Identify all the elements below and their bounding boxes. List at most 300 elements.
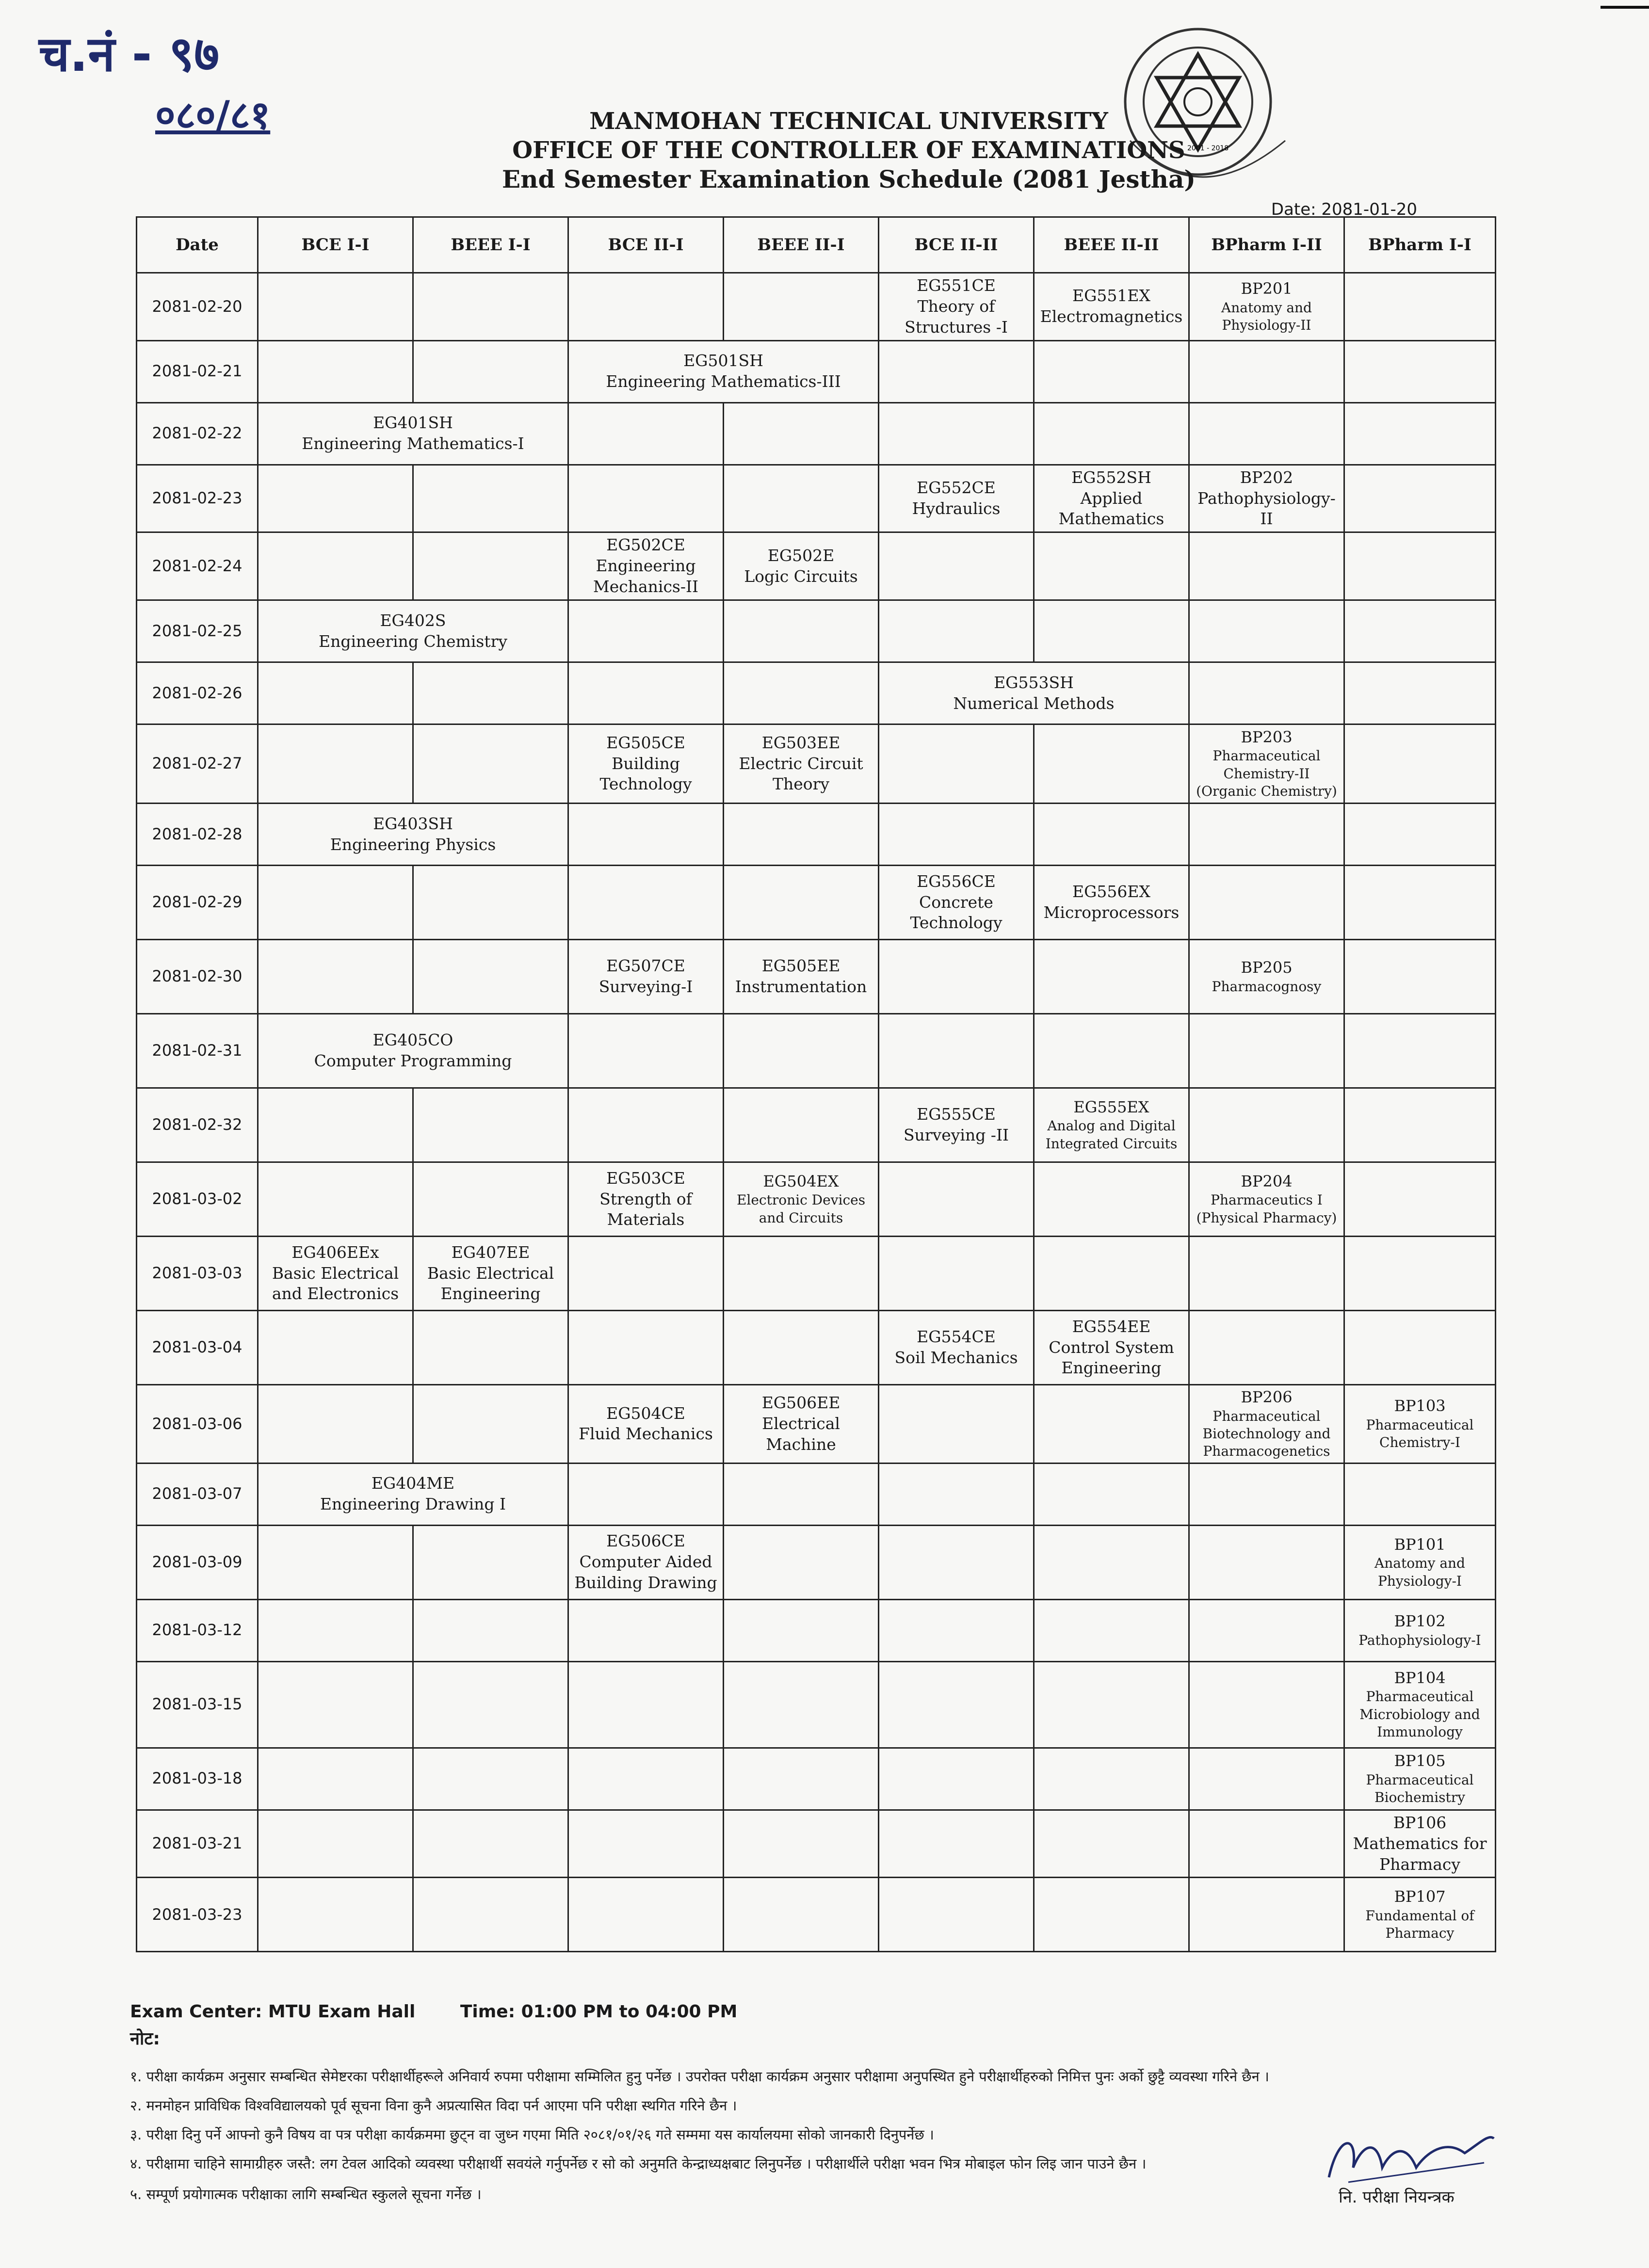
empty-cell xyxy=(568,273,724,341)
empty-cell xyxy=(1189,402,1344,465)
table-row xyxy=(137,465,1496,532)
exam-date-cell: 2081-02-24 xyxy=(137,532,258,600)
table-row xyxy=(137,662,1496,724)
empty-cell xyxy=(1034,1463,1189,1525)
subject-title: Fluid Mechanics xyxy=(579,1424,713,1444)
note-item: ४. परीक्षामा चाहिने सामाग्रीहरु जस्तै: लग टेवल आदिको व्यवस्था परीक्षार्थी सवयंले गर्नुपर्नेछ र सो को अनुमति केन्द्राध्यक्षबाट लिनुपर्नेछ । परीक्षार्थीले परीक्षा भवन भित्र मोबाइल फोन लिइ जान पाउने छैन । xyxy=(130,2155,1147,2172)
empty-cell xyxy=(568,1088,724,1162)
empty-cell xyxy=(1344,1162,1496,1237)
table-row xyxy=(137,1810,1496,1878)
empty-cell xyxy=(568,1237,724,1311)
exam-subject-cell xyxy=(879,273,1034,341)
table-row xyxy=(137,724,1496,804)
subject-title: Engineering Physics xyxy=(330,835,496,854)
schedule-title: End Semester Examination Schedule (2081 Jestha) xyxy=(501,165,1196,193)
exam-date-cell: 2081-03-21 xyxy=(137,1810,258,1878)
empty-cell xyxy=(413,1748,568,1810)
subject-title: Pharmaceutical Microbiology and Immunology xyxy=(1359,1689,1480,1740)
empty-cell xyxy=(879,1463,1034,1525)
empty-cell xyxy=(568,662,724,724)
empty-cell xyxy=(724,662,879,724)
empty-cell xyxy=(1344,1014,1496,1088)
empty-cell xyxy=(258,340,413,402)
empty-cell xyxy=(879,402,1034,465)
table-row xyxy=(137,1463,1496,1525)
empty-cell xyxy=(1189,866,1344,940)
subject-code: EG551CE xyxy=(917,276,996,295)
subject-title: Computer Programming xyxy=(314,1051,512,1071)
empty-cell xyxy=(724,402,879,465)
exam-date-cell: 2081-03-04 xyxy=(137,1311,258,1385)
exam-subject-cell xyxy=(568,1162,724,1237)
signature-label: नि. परीक्षा नियन्त्रक xyxy=(1339,2188,1455,2207)
exam-subject-cell xyxy=(1344,1599,1496,1661)
subject-title: Concrete Technology xyxy=(910,892,1002,933)
empty-cell xyxy=(1344,1088,1496,1162)
empty-cell xyxy=(258,1088,413,1162)
empty-cell xyxy=(879,1385,1034,1464)
empty-cell xyxy=(413,1311,568,1385)
empty-cell xyxy=(1344,273,1496,341)
empty-cell xyxy=(413,340,568,402)
subject-code: BP101 xyxy=(1394,1535,1446,1554)
subject-title: Applied Mathematics xyxy=(1058,488,1164,529)
exam-subject-cell xyxy=(258,804,568,866)
exam-subject-cell xyxy=(1034,866,1189,940)
empty-cell xyxy=(413,1385,568,1464)
empty-cell xyxy=(1344,1463,1496,1525)
empty-cell xyxy=(568,804,724,866)
exam-subject-cell xyxy=(258,1463,568,1525)
empty-cell xyxy=(258,724,413,804)
subject-title: Fundamental of Pharmacy xyxy=(1365,1907,1474,1942)
empty-cell xyxy=(413,866,568,940)
exam-subject-cell xyxy=(724,1385,879,1464)
empty-cell xyxy=(1344,866,1496,940)
subject-code: EG552CE xyxy=(917,478,996,498)
exam-date-cell: 2081-03-12 xyxy=(137,1599,258,1661)
subject-code: BP106 xyxy=(1393,1813,1447,1832)
exam-date-cell: 2081-02-30 xyxy=(137,940,258,1014)
empty-cell xyxy=(258,662,413,724)
exam-subject-cell xyxy=(879,1311,1034,1385)
exam-date-cell: 2081-02-27 xyxy=(137,724,258,804)
empty-cell xyxy=(724,866,879,940)
subject-code: BP205 xyxy=(1241,958,1293,977)
exam-subject-cell xyxy=(1034,1088,1189,1162)
subject-title: Electric Circuit Theory xyxy=(739,754,863,794)
empty-cell xyxy=(413,532,568,600)
exam-subject-cell xyxy=(1034,273,1189,341)
table-row xyxy=(137,1748,1496,1810)
signature-icon xyxy=(1319,2124,1504,2192)
empty-cell xyxy=(879,1162,1034,1237)
empty-cell xyxy=(1034,1748,1189,1810)
subject-code: EG505CE xyxy=(606,733,685,752)
table-row xyxy=(137,532,1496,600)
exam-subject-cell xyxy=(1344,1525,1496,1599)
exam-subject-cell xyxy=(568,1385,724,1464)
subject-code: EG556EX xyxy=(1072,882,1151,901)
empty-cell xyxy=(879,1237,1034,1311)
subject-code: BP107 xyxy=(1394,1887,1446,1906)
subject-code: BP201 xyxy=(1241,279,1293,298)
subject-title: Electronic Devices and Circuits xyxy=(736,1192,866,1226)
empty-cell xyxy=(724,1237,879,1311)
empty-cell xyxy=(1034,724,1189,804)
table-row xyxy=(137,866,1496,940)
empty-cell xyxy=(1189,340,1344,402)
notes-label: नोट: xyxy=(130,2029,160,2049)
empty-cell xyxy=(1344,402,1496,465)
subject-title: Engineering Drawing I xyxy=(320,1495,506,1514)
empty-cell xyxy=(258,940,413,1014)
empty-cell xyxy=(413,1088,568,1162)
exam-date-cell: 2081-02-32 xyxy=(137,1088,258,1162)
subject-title: Pharmaceutics I (Physical Pharmacy) xyxy=(1196,1192,1337,1226)
exam-subject-cell xyxy=(1344,1661,1496,1748)
subject-code: EG503CE xyxy=(606,1168,685,1188)
subject-code: BP203 xyxy=(1241,727,1293,746)
note-item: ३. परीक्षा दिनु पर्ने आफ्नो कुनै विषय वा पत्र परीक्षा कार्यक्रममा छुट्न वा जुध्न गएमा मिति २०८१/०१/२६ गते सम्ममा यस कार्यालयमा सोको जानकारी दिनुपर्नेछ । xyxy=(130,2126,934,2143)
exam-subject-cell xyxy=(1344,1748,1496,1810)
subject-code: EG502E xyxy=(767,546,835,565)
empty-cell xyxy=(724,1810,879,1878)
handwritten-year: ०८०/८१ xyxy=(155,93,271,138)
empty-cell xyxy=(1344,532,1496,600)
empty-cell xyxy=(1344,340,1496,402)
table-row xyxy=(137,1311,1496,1385)
table-row xyxy=(137,1014,1496,1088)
empty-cell xyxy=(724,1525,879,1599)
empty-cell xyxy=(879,1525,1034,1599)
empty-cell xyxy=(413,465,568,532)
empty-cell xyxy=(1034,804,1189,866)
exam-subject-cell xyxy=(568,340,879,402)
subject-title: Anatomy and Physiology-II xyxy=(1221,299,1312,334)
column-header-program: BCE II-II xyxy=(879,217,1034,273)
table-row xyxy=(137,1162,1496,1237)
exam-date-cell: 2081-03-09 xyxy=(137,1525,258,1599)
subject-title: Mathematics for Pharmacy xyxy=(1353,1834,1487,1874)
subject-code: EG401SH xyxy=(373,413,453,433)
empty-cell xyxy=(1344,724,1496,804)
empty-cell xyxy=(413,1599,568,1661)
table-row xyxy=(137,600,1496,662)
exam-subject-cell xyxy=(568,940,724,1014)
exam-date-cell: 2081-02-28 xyxy=(137,804,258,866)
empty-cell xyxy=(1034,1014,1189,1088)
subject-title: Electromagnetics xyxy=(1040,307,1183,326)
empty-cell xyxy=(1189,1661,1344,1748)
empty-cell xyxy=(724,804,879,866)
column-header-program: BEEE I-I xyxy=(413,217,568,273)
top-edge-line xyxy=(1600,6,1649,9)
empty-cell xyxy=(413,724,568,804)
empty-cell xyxy=(413,1661,568,1748)
empty-cell xyxy=(1189,1088,1344,1162)
empty-cell xyxy=(568,1878,724,1952)
empty-cell xyxy=(258,866,413,940)
subject-title: Basic Electrical and Electronics xyxy=(272,1263,399,1303)
exam-subject-cell xyxy=(879,465,1034,532)
empty-cell xyxy=(879,1014,1034,1088)
subject-code: EG551EX xyxy=(1072,286,1151,306)
empty-cell xyxy=(724,1311,879,1385)
exam-subject-cell xyxy=(1189,724,1344,804)
exam-date-cell: 2081-02-21 xyxy=(137,340,258,402)
note-item: २. मनमोहन प्राविधिक विश्वविद्यालयको पूर्व सूचना विना कुनै अप्रत्यासित विदा पर्न आएमा पनि परीक्षा स्थगित गरिने छैन । xyxy=(130,2097,737,2114)
university-name: MANMOHAN TECHNICAL UNIVERSITY xyxy=(589,108,1108,135)
subject-code: EG552SH xyxy=(1071,467,1151,487)
empty-cell xyxy=(258,1878,413,1952)
empty-cell xyxy=(568,1311,724,1385)
exam-date-cell: 2081-02-26 xyxy=(137,662,258,724)
subject-code: EG553SH xyxy=(994,673,1074,692)
empty-cell xyxy=(1034,1878,1189,1952)
subject-title: Building Technology xyxy=(599,754,692,794)
exam-subject-cell xyxy=(258,402,568,465)
empty-cell xyxy=(568,1748,724,1810)
exam-date-cell: 2081-02-29 xyxy=(137,866,258,940)
empty-cell xyxy=(879,1599,1034,1661)
exam-time: Time: 01:00 PM to 04:00 PM xyxy=(460,2002,738,2022)
exam-date-cell: 2081-02-22 xyxy=(137,402,258,465)
column-header-program: BEEE II-I xyxy=(724,217,879,273)
exam-subject-cell xyxy=(1344,1878,1496,1952)
subject-code: EG501SH xyxy=(683,351,763,370)
exam-subject-cell xyxy=(258,1237,413,1311)
exam-subject-cell xyxy=(724,1162,879,1237)
table-row xyxy=(137,1385,1496,1464)
empty-cell xyxy=(1189,1748,1344,1810)
empty-cell xyxy=(1189,662,1344,724)
exam-info xyxy=(130,2002,776,2022)
empty-cell xyxy=(258,1810,413,1878)
empty-cell xyxy=(879,940,1034,1014)
empty-cell xyxy=(1189,1463,1344,1525)
subject-code: EG405CO xyxy=(372,1030,453,1050)
table-row xyxy=(137,1661,1496,1748)
column-header-program: BPharm I-II xyxy=(1189,217,1344,273)
subject-code: EG554EE xyxy=(1072,1317,1151,1336)
subject-title: Instrumentation xyxy=(735,977,867,997)
subject-title: Control System Engineering xyxy=(1049,1337,1174,1378)
exam-subject-cell xyxy=(879,1088,1034,1162)
exam-subject-cell xyxy=(413,1237,568,1311)
empty-cell xyxy=(1189,1599,1344,1661)
empty-cell xyxy=(568,1463,724,1525)
subject-code: BP204 xyxy=(1241,1172,1293,1190)
empty-cell xyxy=(1034,1385,1189,1464)
empty-cell xyxy=(568,402,724,465)
empty-cell xyxy=(1344,600,1496,662)
exam-subject-cell xyxy=(1189,1162,1344,1237)
subject-title: Pathophysiology-II xyxy=(1197,488,1336,529)
table-row xyxy=(137,940,1496,1014)
subject-title: Surveying-I xyxy=(598,977,693,997)
table-row xyxy=(137,273,1496,341)
empty-cell xyxy=(879,340,1034,402)
table-row xyxy=(137,1878,1496,1952)
subject-code: BP105 xyxy=(1394,1752,1446,1770)
table-row xyxy=(137,804,1496,866)
table-row xyxy=(137,1237,1496,1311)
empty-cell xyxy=(568,1661,724,1748)
empty-cell xyxy=(1034,1599,1189,1661)
subject-title: Engineering Mechanics-II xyxy=(593,556,699,596)
exam-subject-cell xyxy=(724,532,879,600)
empty-cell xyxy=(568,866,724,940)
exam-date-cell: 2081-03-06 xyxy=(137,1385,258,1464)
empty-cell xyxy=(1344,1237,1496,1311)
empty-cell xyxy=(879,1878,1034,1952)
empty-cell xyxy=(258,1661,413,1748)
empty-cell xyxy=(879,532,1034,600)
subject-code: EG502CE xyxy=(606,535,685,555)
subject-title: Pathophysiology-I xyxy=(1358,1632,1481,1648)
subject-title: Microprocessors xyxy=(1043,903,1180,922)
empty-cell xyxy=(724,273,879,341)
subject-code: EG402S xyxy=(380,611,446,630)
empty-cell xyxy=(258,532,413,600)
exam-center: Exam Center: MTU Exam Hall xyxy=(130,2002,416,2022)
empty-cell xyxy=(879,804,1034,866)
subject-code: EG555CE xyxy=(917,1105,996,1124)
exam-subject-cell xyxy=(1189,1385,1344,1464)
subject-title: Engineering Mathematics-I xyxy=(302,434,524,453)
exam-date-cell: 2081-03-03 xyxy=(137,1237,258,1311)
subject-code: EG407EE xyxy=(451,1242,530,1262)
subject-code: EG504CE xyxy=(606,1403,685,1423)
exam-subject-cell xyxy=(1034,1311,1189,1385)
subject-code: BP202 xyxy=(1240,467,1293,487)
empty-cell xyxy=(413,1525,568,1599)
empty-cell xyxy=(568,1810,724,1878)
subject-code: EG506EE xyxy=(761,1393,841,1413)
exam-date-cell: 2081-03-15 xyxy=(137,1661,258,1748)
svg-text:2001 - 2018: 2001 - 2018 xyxy=(1187,145,1229,152)
empty-cell xyxy=(258,1385,413,1464)
empty-cell xyxy=(1189,1525,1344,1599)
subject-code: EG555EX xyxy=(1073,1097,1149,1116)
exam-subject-cell xyxy=(1189,273,1344,341)
exam-subject-cell xyxy=(879,866,1034,940)
empty-cell xyxy=(1034,532,1189,600)
subject-title: Basic Electrical Engineering xyxy=(427,1263,554,1303)
subject-code: EG504EX xyxy=(763,1172,839,1190)
exam-date-cell: 2081-03-07 xyxy=(137,1463,258,1525)
empty-cell xyxy=(879,724,1034,804)
exam-subject-cell xyxy=(568,1525,724,1599)
subject-title: Logic Circuits xyxy=(744,566,858,586)
empty-cell xyxy=(413,1810,568,1878)
empty-cell xyxy=(413,1878,568,1952)
subject-title: Electrical Machine xyxy=(762,1414,840,1454)
empty-cell xyxy=(1034,600,1189,662)
empty-cell xyxy=(1189,532,1344,600)
note-item: १. परीक्षा कार्यक्रम अनुसार सम्बन्धित सेमेष्टरका परीक्षार्थीहरूले अनिवार्य रुपमा परीक्षामा सम्मिलित हुनु पर्नेछ । उपरोक्त परीक्षा कार्यक्रम अनुसार परीक्षामा अनुपस्थित हुने परीक्षार्थीहरुको निमित्त पुनः अर्को छुट्टै व्यवस्था गरिने छैन । xyxy=(130,2068,1269,2085)
empty-cell xyxy=(724,1661,879,1748)
column-header-program: BEEE II-II xyxy=(1034,217,1189,273)
exam-date-cell: 2081-02-23 xyxy=(137,465,258,532)
empty-cell xyxy=(1189,1311,1344,1385)
exam-subject-cell xyxy=(1344,1810,1496,1878)
exam-schedule-table xyxy=(136,216,1496,1952)
exam-subject-cell xyxy=(258,600,568,662)
subject-code: EG406EEx xyxy=(291,1242,379,1262)
empty-cell xyxy=(1034,1162,1189,1237)
subject-title: Pharmaceutical Biotechnology and Pharmacogenetics xyxy=(1202,1408,1331,1460)
exam-date-cell: 2081-03-02 xyxy=(137,1162,258,1237)
subject-title: Anatomy and Physiology-I xyxy=(1374,1555,1465,1589)
subject-code: EG556CE xyxy=(917,871,996,891)
exam-subject-cell xyxy=(1344,1385,1496,1464)
empty-cell xyxy=(724,1748,879,1810)
empty-cell xyxy=(1034,340,1189,402)
subject-code: BP104 xyxy=(1394,1668,1446,1687)
empty-cell xyxy=(568,600,724,662)
empty-cell xyxy=(1189,1014,1344,1088)
empty-cell xyxy=(724,465,879,532)
exam-date-cell: 2081-02-20 xyxy=(137,273,258,341)
empty-cell xyxy=(724,1599,879,1661)
empty-cell xyxy=(413,1162,568,1237)
empty-cell xyxy=(879,600,1034,662)
empty-cell xyxy=(1344,940,1496,1014)
note-item: ५. सम्पूर्ण प्रयोगात्मक परीक्षाका लागि सम्बन्धित स्कुलले सूचना गर्नेछ । xyxy=(130,2186,482,2203)
subject-code: BP206 xyxy=(1241,1388,1293,1407)
office-name: OFFICE OF THE CONTROLLER OF EXAMINATIONS xyxy=(512,137,1185,164)
table-header-row xyxy=(137,217,1496,273)
subject-code: EG403SH xyxy=(373,814,453,833)
empty-cell xyxy=(1189,600,1344,662)
empty-cell xyxy=(724,1878,879,1952)
handwritten-reference: च.नं - ९७ xyxy=(39,26,220,82)
subject-code: EG554CE xyxy=(917,1327,996,1347)
table-row xyxy=(137,402,1496,465)
column-header-program: BCE I-I xyxy=(258,217,413,273)
table-row xyxy=(137,1088,1496,1162)
empty-cell xyxy=(879,1748,1034,1810)
empty-cell xyxy=(724,600,879,662)
empty-cell xyxy=(1034,1810,1189,1878)
empty-cell xyxy=(1189,1237,1344,1311)
subject-title: Hydraulics xyxy=(912,499,1001,518)
empty-cell xyxy=(724,1463,879,1525)
exam-subject-cell xyxy=(568,532,724,600)
empty-cell xyxy=(568,1599,724,1661)
exam-subject-cell xyxy=(568,724,724,804)
empty-cell xyxy=(413,662,568,724)
exam-subject-cell xyxy=(1189,465,1344,532)
empty-cell xyxy=(568,1014,724,1088)
empty-cell xyxy=(1344,465,1496,532)
subject-title: Computer Aided Building Drawing xyxy=(574,1552,717,1592)
exam-subject-cell xyxy=(724,940,879,1014)
empty-cell xyxy=(1034,1237,1189,1311)
column-header-date: Date xyxy=(137,217,258,273)
subject-title: Strength of Materials xyxy=(599,1189,692,1229)
subject-code: EG404ME xyxy=(371,1474,455,1493)
exam-subject-cell xyxy=(1034,465,1189,532)
empty-cell xyxy=(724,1014,879,1088)
subject-title: Surveying -II xyxy=(903,1126,1009,1145)
empty-cell xyxy=(258,465,413,532)
subject-title: Soil Mechanics xyxy=(894,1348,1018,1367)
subject-code: EG503EE xyxy=(761,733,841,752)
subject-code: BP102 xyxy=(1394,1612,1446,1631)
